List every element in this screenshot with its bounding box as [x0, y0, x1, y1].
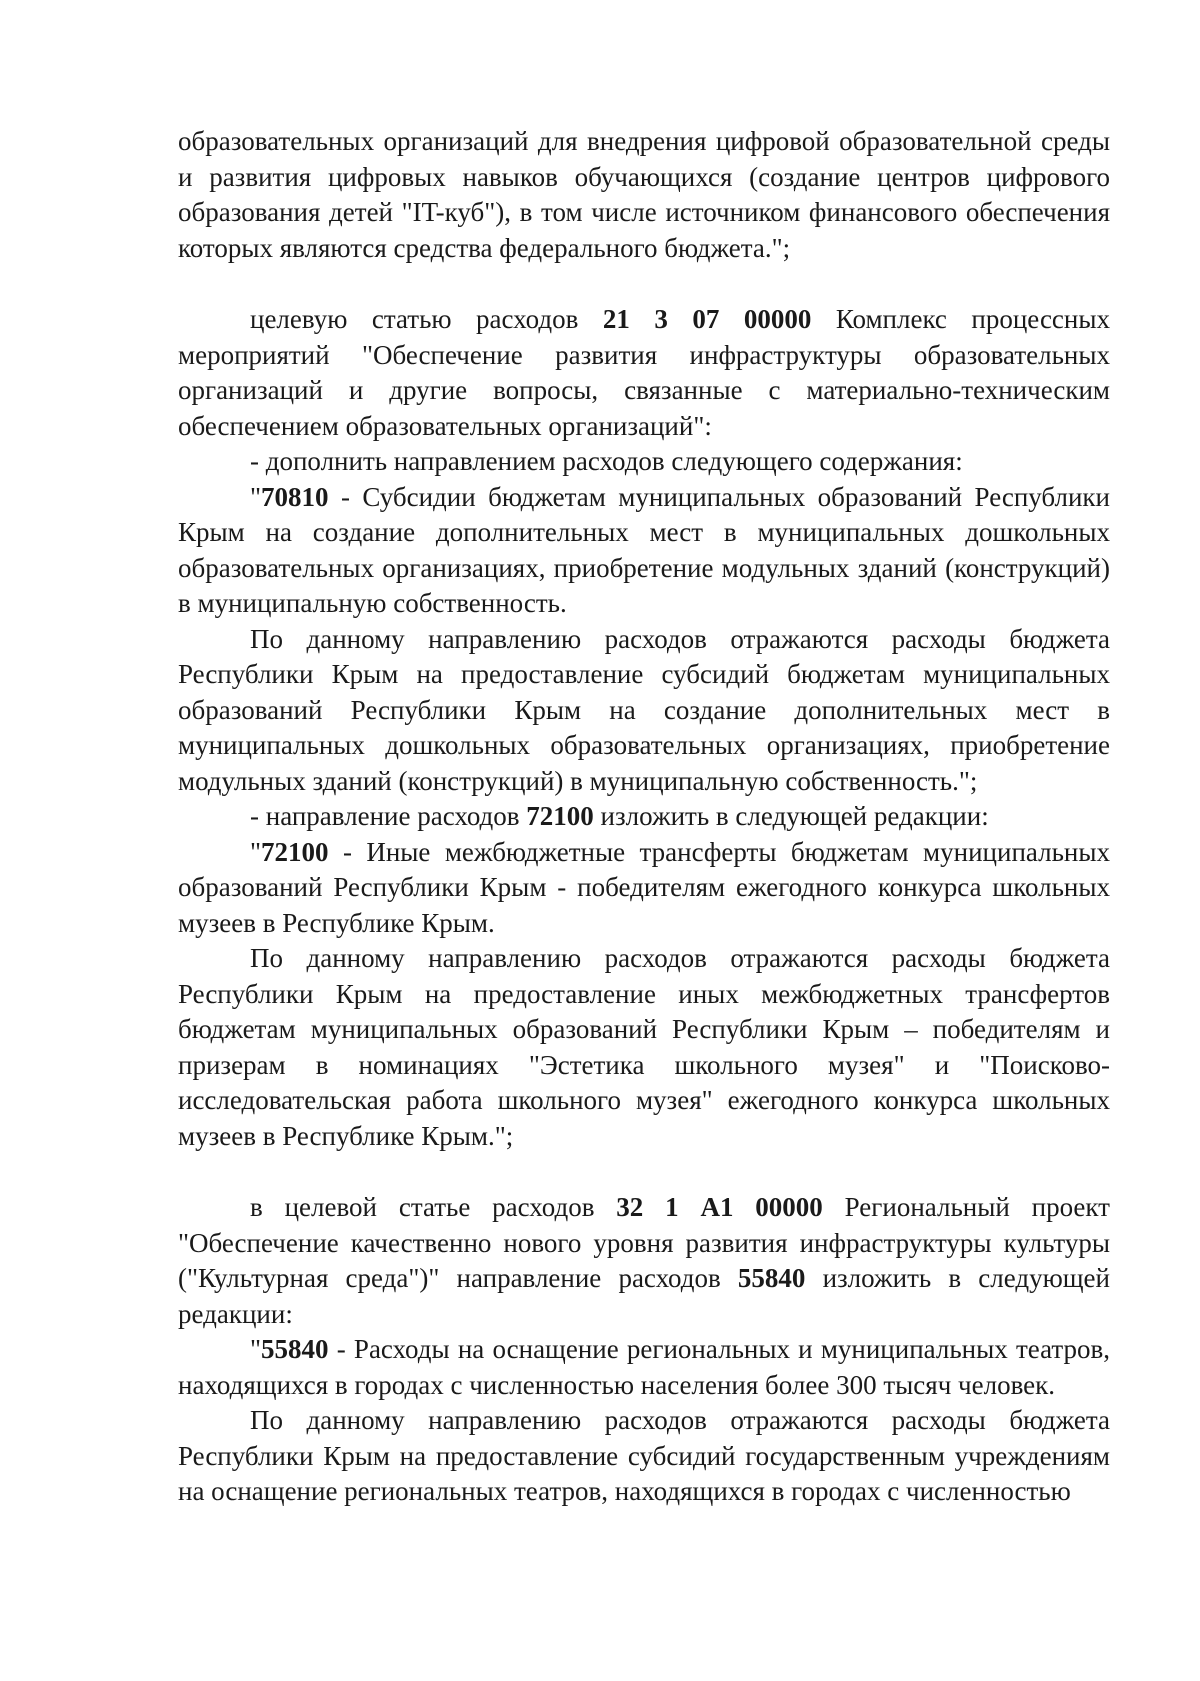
text-run: - дополнить направлением расходов следующего содержания: [250, 446, 963, 476]
bold-code: 32 1 А1 00000 [616, 1192, 823, 1222]
paragraph [178, 1403, 1110, 1510]
text-run: - Иные межбюджетные трансферты бюджетам муниципальных образований Республики Крым - победителям ежегодного конкурса школьных музеев в Республике Крым. [178, 836, 1110, 938]
text-run: " [250, 836, 262, 867]
paragraph [178, 799, 1110, 835]
text-run: " [250, 481, 262, 512]
paragraph [178, 444, 1110, 480]
paragraph [178, 941, 1110, 1154]
bold-code: 70810 [261, 481, 329, 512]
document-body [178, 124, 1110, 1510]
text-run: в целевой статье расходов [250, 1192, 617, 1222]
bold-code: 72100 [261, 836, 329, 867]
text-run: " [250, 1334, 262, 1364]
text-run: Региональный проект "Обеспечение качественно нового уровня развития инфраструктуры культуры ("Культурная среда")" направление расходов [178, 1192, 1110, 1293]
paragraph [178, 835, 1110, 942]
text-run: По данному направлению расходов отражаются расходы бюджета Республики Крым на предоставление субсидий государственным учреждениям на оснащение региональных театров, находящихся в городах с численностью [178, 1405, 1110, 1506]
paragraph [178, 1190, 1110, 1332]
paragraph [178, 124, 1110, 266]
bold-code: 21 3 07 00000 [602, 304, 812, 334]
text-run: По данному направлению расходов отражаются расходы бюджета Республики Крым на предоставление иных межбюджетных трансфертов бюджетам муниципальных образований Республики Крым – победителям и призерам в номинациях "Эстетика школьного музея" и "Поисково-исследовательская работа школьного музея" ежегодного конкурса школьных музеев в Республике Крым."; [178, 943, 1110, 1151]
paragraph [178, 302, 1110, 444]
bold-code: 55840 [261, 1334, 329, 1364]
text-run: образовательных организаций для внедрения цифровой образовательной среды и развития цифровых навыков обучающихся (создание центров цифрового образования детей "IT-куб"), в том числе источником финансового обеспечения которых являются средства федерального бюджета."; [178, 126, 1110, 263]
text-run: По данному направлению расходов отражаются расходы бюджета Республики Крым на предоставление субсидий бюджетам муниципальных образований Республики Крым на создание дополнительных мест в муниципальных дошкольных образовательных организациях, приобретение модульных зданий (конструкций) в муниципальную собственность."; [178, 623, 1110, 796]
bold-code: 72100 [526, 801, 594, 831]
text-run: - Субсидии бюджетам муниципальных образований Республики Крым на создание дополнительных мест в муниципальных дошкольных образовательных организациях, приобретение модульных зданий (конструкций) в муниципальную собственность. [178, 481, 1110, 618]
text-run: целевую статью расходов [250, 304, 603, 334]
text-run: изложить в следующей редакции: [593, 801, 989, 831]
paragraph [178, 480, 1110, 622]
paragraph [178, 622, 1110, 800]
text-run: - направление расходов [250, 801, 527, 831]
bold-code: 55840 [737, 1263, 806, 1293]
text-run: Комплекс процессных мероприятий "Обеспечение развития инфраструктуры образовательных организаций и другие вопросы, связанные с материально-техническим обеспечением образовательных организаций": [178, 304, 1110, 441]
text-run: изложить в следующей редакции: [178, 1263, 1110, 1329]
paragraph [178, 1332, 1110, 1403]
text-run: - Расходы на оснащение региональных и муниципальных театров, находящихся в городах с численностью населения более 300 тысяч человек. [178, 1334, 1110, 1400]
